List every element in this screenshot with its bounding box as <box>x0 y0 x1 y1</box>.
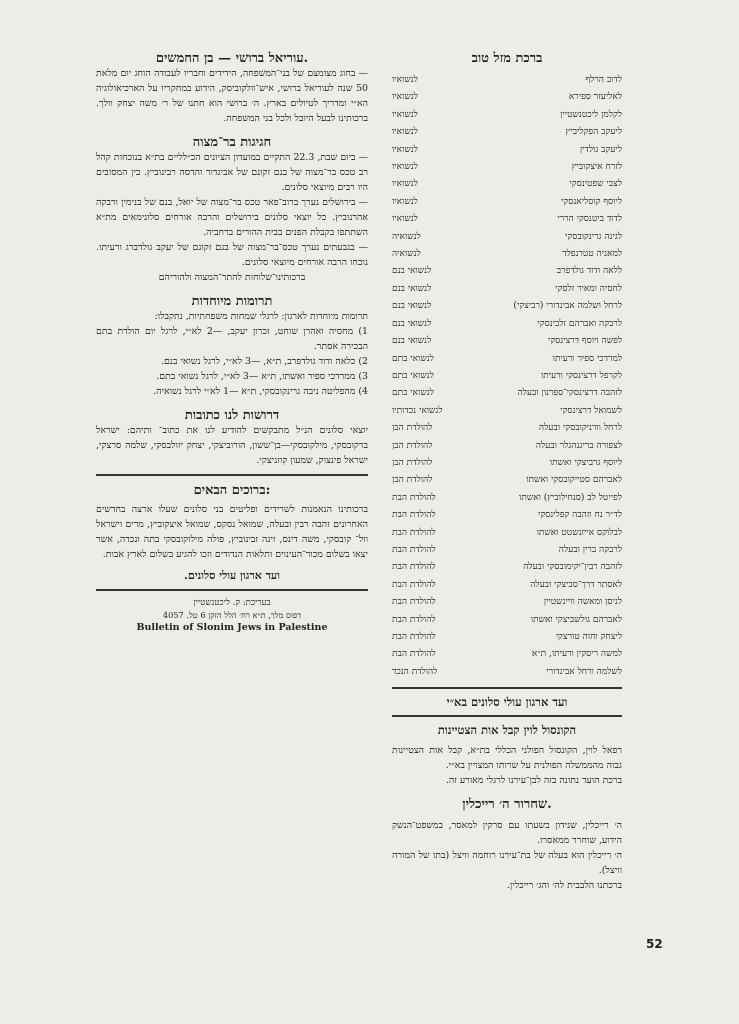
congrats-row <box>392 351 622 368</box>
congrats-occasion: לנשואיו <box>392 179 418 190</box>
congrats-occasion: לנשואי בתם <box>392 370 434 381</box>
congrats-row <box>392 246 622 263</box>
congrats-row <box>392 72 622 89</box>
congrats-occasion: להולדת הבת <box>392 510 436 521</box>
barmitzva-p1: — ביום שבת, 22.3 התקיים במועדון הציונים הכ״לליים בת״א בנוכחות קהל רב טכס בר־מצוה של בנם זקונם של אביגדור והדסה רבינוביץ. בין המסובים היו רבים מיוצאי סלונים. <box>96 152 368 193</box>
congrats-occasion: לנשואיו <box>392 144 418 155</box>
arrivals-title: ברוכים הבאים: <box>193 483 271 498</box>
release-p2: ה׳ רייכלין הוא בעלה של בת־עירנו רוחמה וויצל (בתו של המורה וויצל). <box>392 850 622 877</box>
congrats-row <box>392 176 622 193</box>
congrats-occasion: לנשואי בנם <box>392 336 432 347</box>
congrats-name: למרדכי ספיר ורעיתו <box>552 353 622 364</box>
congrats-row <box>392 298 622 315</box>
congrats-occasion: לנשואיו <box>392 196 418 207</box>
congrats-name: לצפורה בריגנהגלר ובעלה <box>535 440 622 451</box>
congrats-occasion: להולדת הבת <box>392 579 436 590</box>
congrats-name: לרבקה ואברהם זלבינסקי <box>537 318 622 329</box>
congrats-name: לקלמן ליכטנשטיין <box>560 109 622 120</box>
congrats-occasion: לנשואי בנם <box>392 283 432 294</box>
congrats-row <box>392 194 622 211</box>
congrats-name: לקרפל דרצינסקי ורעיתו <box>540 370 622 381</box>
congrats-name: לדוד ביטנסקי הררי <box>557 214 622 225</box>
donations-intro: תרומות מיוחדות לארגון: לרגלי שמחות משפחתיות, נתקבלו: <box>154 311 368 322</box>
consul-title: הקונסול לוין קבל אות הצטיינות <box>437 723 577 738</box>
congrats-row <box>392 664 622 681</box>
uriel-title: עוריאל ברושי — בן החמשים. <box>155 51 309 66</box>
congrats-occasion: להולדת הבת <box>392 649 436 660</box>
congrats-occasion: לנשואיו <box>392 92 418 103</box>
congrats-name: לצבי שפטינסקי <box>569 179 622 190</box>
congrats-occasion: להולדת הבת <box>392 492 436 503</box>
congrats-row <box>392 333 622 350</box>
donation-item: 2) כלאה ודוד גולדפרב, ת״א, —3 לא״י, לרגל נשואי בנם. <box>161 356 368 367</box>
congrats-row <box>392 438 622 455</box>
congrats-row <box>392 629 622 646</box>
congrats-signature: ועד ארגון עולי סלונים בא״י <box>446 695 568 710</box>
congrats-occasion: לנשואיו <box>392 75 418 85</box>
congrats-occasion: לנשואי בתם <box>392 353 434 364</box>
divider <box>392 715 622 717</box>
congrats-occasion: לנשואיו <box>392 214 418 225</box>
addresses-title: דרושות לנו כתובות <box>184 408 280 423</box>
congrats-row <box>392 403 622 420</box>
donations-title: תרומות מיוחדות <box>191 294 273 309</box>
congrats-list <box>392 72 622 681</box>
congrats-occasion: לנשואי בנם <box>392 266 432 277</box>
congrats-row <box>392 525 622 542</box>
editor-line: בעריכת: ק. ליכטנשטיין <box>193 598 271 608</box>
congrats-occasion: לנשואי בנם <box>392 301 432 312</box>
release-title: שחרור ה׳ רייכלין. <box>462 797 552 813</box>
barmitzva-p2: — בירושלים נערך ברוב־פאר טכס בר־מצוה של יואל, בנם של בנימין ורבקה אהרנוביץ. כל יוצאי סלונים בירושלים והרבה אורחים סלונימאים מת״א השתתפו בקבלת הפנים בבית ההורים ברחביה. <box>96 197 368 238</box>
barmitzva-p3: — בגבעתים נערך טכס־בר־מצוה של בנם זקונם של יעקב גולדברג ורעיתו. נוכחו הרבה אורחים מיוצאי סלונים. <box>96 242 368 268</box>
donation-item: 1) מחסיה ואהרן שוחט, זכרון יעקב, —2 לא״י, לרגל יום הולדת בתם הבכירה אסתר. <box>96 326 368 352</box>
congrats-name: לגינה גרינקובסקי <box>565 231 622 242</box>
congrats-occasion: להולדת הבן <box>392 457 433 468</box>
donation-item: 4) מהפליטה ניבה גרינקובסקי, ת״א —1 לא״י לרגל נשואיה. <box>153 386 368 397</box>
congrats-name: לרבקה ברין ובעלה <box>558 544 622 555</box>
congrats-row <box>392 490 622 507</box>
congrats-name: לפייטל לב (סנחילוביץ) ואשתו <box>519 492 622 503</box>
congrats-occasion: להולדת הבן <box>392 440 433 451</box>
page-number: 52 <box>646 937 663 951</box>
congrats-row <box>392 159 622 176</box>
congrats-occasion: להולדת הבת <box>392 614 436 625</box>
congrats-name: ליעקב גולדין <box>579 144 622 155</box>
congrats-name: למאניה טטרנפלד <box>562 249 622 260</box>
congrats-occasion: להולדת הבן <box>392 475 433 486</box>
donation-item: 3) ממרדכי ספיר ואשתו, ת״א —3 לא״י, לרגל נשואי בתם. <box>156 371 368 382</box>
congrats-row <box>392 646 622 663</box>
congrats-name: לאברהם גולשביצקי ואשתו <box>530 614 622 625</box>
congrats-name: לזהבה דרצינסקי־ספרנון ובעלה <box>517 388 622 399</box>
barmitzva-blessing: ברכותינו־שלוחות להתר־המצוה ולהוריהם <box>158 272 306 283</box>
congrats-name: לחסיה ומאיר זלסקי <box>555 283 622 294</box>
congrats-name: לשלמה ורחל אבינדורי <box>546 666 622 677</box>
congrats-row <box>392 420 622 437</box>
congrats-name: לבלוקס אייזנשטט ואשתו <box>536 527 622 538</box>
congrats-occasion: להולדת הבת <box>392 562 436 573</box>
congrats-name: לאסתר דרך־סביצקי ובעלה <box>530 579 622 590</box>
arrivals-text: ברכותינו הנאמנות לשרידים ופליטים בני סלונים שעלו ארצה בחדשים האחרונים זהבה רבין ובעלה, שמואל נסקס, שמואל איצקוביץ, מרים וישראל וול־ קובסקי, משה דינס, זינה זבינוביץ, פולה מילוקובסקי בתה ונכדה, אשר יצאו בשלום מכור־העינוים ותלאות הנדודים וזכו להגיע בשלום לארץ אבות. <box>96 504 368 560</box>
congrats-occasion: להולדת הנכד <box>392 666 438 677</box>
congrats-row <box>392 455 622 472</box>
congrats-row <box>392 316 622 333</box>
congrats-row <box>392 142 622 159</box>
congrats-row <box>392 368 622 385</box>
congrats-row <box>392 507 622 524</box>
congrats-row <box>392 89 622 106</box>
release-p1: ה׳ רייכלין, שנידון בשעתו עם סרקין למאסר, במשפט־הנשק הידוע, שוחרר ממאסרו. <box>392 820 622 847</box>
congrats-occasion: לנשואי בתם <box>392 388 434 399</box>
congrats-row <box>392 211 622 228</box>
congrats-occasion: להולדת הבן <box>392 423 433 434</box>
congrats-occasion: להולדת הבת <box>392 632 436 642</box>
congrats-row <box>392 107 622 124</box>
congrats-name: למשה ריסקין ורעיתו, ת״א <box>531 649 622 660</box>
congrats-row <box>392 577 622 594</box>
congrats-occasion: להולדת הבת <box>392 527 436 538</box>
divider <box>96 474 368 476</box>
congrats-name: ליוסף קוסליאנסקי <box>561 196 622 207</box>
congrats-name: לדוב הרלף <box>585 75 622 85</box>
congrats-row <box>392 385 622 402</box>
congrats-occasion: לנשואיה <box>392 231 421 242</box>
divider <box>392 687 622 689</box>
congrats-row <box>392 124 622 141</box>
congrats-name: לפשה ויוסף דרצינסקי <box>548 336 622 347</box>
congrats-occasion: להולדת הבת <box>392 544 436 555</box>
congrats-row <box>392 594 622 611</box>
barmitzva-title: חגיגות בר־מצוה <box>192 135 272 150</box>
press-line: דפוס מלך, ת״א רח׳ הלל הזקן 6 טל. 4057 <box>162 610 302 620</box>
congrats-row <box>392 472 622 489</box>
congrats-name: לניסן ומאשה וויינשטיין <box>543 597 622 608</box>
congrats-occasion: לנשואיו <box>392 109 418 120</box>
addresses-text: יוצאי סלונים הנ״ל מתבקשים להודיע לנו את כתוב־ ותיהם: ישראל ברקובסקי, מילקובסקי—בן־ששון, הורוביצקי, יצחק יזולבסקי, שלמה סרצקי, ישראל פינצוק, שמעון קוזניצקי. <box>96 425 368 466</box>
congrats-name: ליצחק וחוה טורצקי <box>555 632 622 642</box>
congrats-row <box>392 229 622 246</box>
congrats-name: לרחל וורניקובסקי ובעלה <box>538 423 622 434</box>
congrats-name: לשמואל דרצינסקי <box>560 405 622 416</box>
congrats-row <box>392 281 622 298</box>
congrats-name: ללאה ודוד גולדפרב <box>556 266 622 277</box>
left-column <box>96 50 368 643</box>
congrats-occasion: לנשואיו <box>392 162 418 173</box>
congrats-name: ליעקב הפקליביץ <box>565 127 622 138</box>
arrivals-signature: ועד ארגון עולי סלונים. <box>184 569 280 582</box>
congrats-row <box>392 542 622 559</box>
congrats-occasion: לנשואי נכדותיו <box>392 405 443 416</box>
release-p3: ברכתנו הלבבית לה׳ והג׳ רייכלין. <box>506 880 622 892</box>
congrats-name: לזרח איצקוביץ <box>571 162 622 173</box>
consul-text2: ברכת הועד נתונה בזה לבן־עירנו לרגלי מאורע זה. <box>445 775 622 787</box>
uriel-text: — בחוג מצומצם של בני־המשפחה, הידידים וחבריו לעבודה הוחג יום מלאת 50 שנה לעוריאל ברושי, איש־וולקוביסק, הידוע במחקריו על הארכיאולוגיה הא״י ומדריך לטיולים בארץ. ה׳ ברושי הוא חתנו של ר׳ משה יצחק וולך. ברכותינו לבעל היובל ולכל בני המשפחה. <box>96 68 368 124</box>
congrats-row <box>392 263 622 280</box>
congrats-occasion: לנשואיו <box>392 127 418 138</box>
congrats-row <box>392 559 622 576</box>
congrats-name: לאליעזר ספירא <box>568 92 622 103</box>
english-title: Bulletin of Slonim Jews in Palestine <box>136 622 328 633</box>
congrats-row <box>392 612 622 629</box>
divider <box>96 589 368 591</box>
congrats-name: ליוסף גרביצקי ואשתו <box>549 457 622 468</box>
congrats-occasion: להולדת הבת <box>392 597 436 608</box>
consul-text: רפאל לוין, הקונסול הפולני הכללי בת״א, קבל אות הצטיינות גבוה מהממשלה הפולנית על שרותו המצויין בא״י. <box>392 745 622 772</box>
congrats-name: לד״ר נח וזהבה קפלינסקי <box>537 510 622 521</box>
congrats-name: לזהבה רבין־יקימובסקי ובעלה <box>523 562 622 573</box>
congrats-title: ברכת מזל טוב <box>471 51 543 66</box>
right-column <box>392 50 622 893</box>
congrats-occasion: לנשואי בנם <box>392 318 432 329</box>
congrats-name: לרחל ושלמה אבינדורי (רביצקי) <box>513 301 622 312</box>
congrats-name: לאברהם סטייקובסקי ואשתו <box>526 475 622 486</box>
congrats-occasion: לנשואיה <box>392 249 421 260</box>
